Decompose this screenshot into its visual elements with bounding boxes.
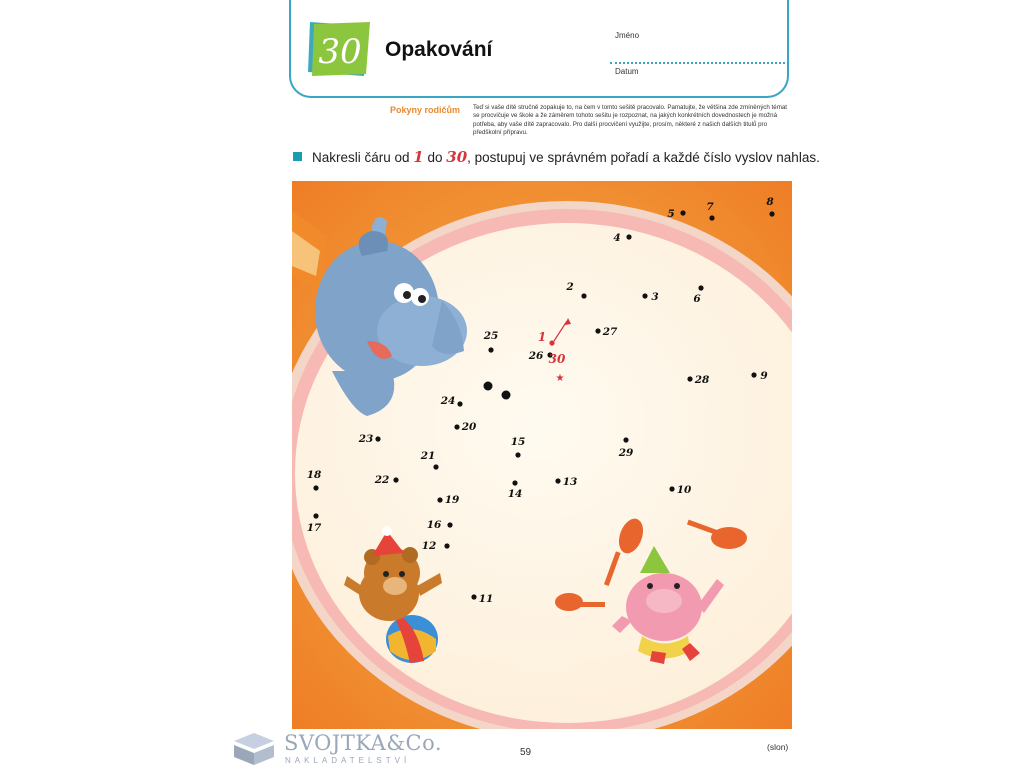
dot-number-label: 14 [507, 488, 523, 500]
name-field-line [610, 62, 785, 64]
dot-number-label: 22 [374, 474, 390, 486]
publisher-logo-icon [232, 731, 276, 767]
dot-number-label: 9 [760, 370, 768, 382]
finish-star-icon: ★ [555, 373, 565, 384]
dot-point [555, 478, 560, 483]
dot-number-label: 3 [651, 291, 659, 303]
dot-point [512, 480, 517, 485]
dot-number-label: 30 [548, 352, 566, 366]
dot-number-label: 2 [566, 281, 574, 293]
dot-point [313, 513, 318, 518]
date-label: Datum [615, 67, 639, 76]
dot-number-label: 12 [421, 540, 437, 552]
eye-dot [502, 391, 511, 400]
dot-to-dot-illustration [292, 181, 792, 729]
dot-point [669, 486, 674, 491]
instruction-bullet-icon [293, 152, 302, 161]
dot-number-label: 10 [676, 484, 692, 496]
dot-number-label: 19 [444, 494, 460, 506]
dot-number-label: 21 [420, 450, 436, 462]
dot-number-label: 1 [537, 330, 547, 344]
dot-point [515, 452, 520, 457]
dot-point [623, 437, 628, 442]
dot-number-label: 13 [562, 476, 578, 488]
publisher-name: SVOJTKA&Co. [284, 731, 443, 755]
dot-number-label: 11 [478, 593, 494, 605]
dot-number-label: 26 [528, 350, 544, 362]
dot-point [698, 285, 703, 290]
dot-point [433, 464, 438, 469]
dot-point [595, 328, 600, 333]
lesson-number-badge [306, 20, 372, 78]
dot-number-label: 15 [510, 436, 526, 448]
dot-point [751, 372, 756, 377]
dot-number-label: 18 [306, 469, 322, 481]
dot-point [581, 293, 586, 298]
dot-point [709, 215, 714, 220]
dot-point [393, 477, 398, 482]
eye-dot [484, 382, 493, 391]
page-number: 59 [520, 747, 532, 758]
dot-number-label: 24 [440, 395, 456, 407]
dot-number-label: 20 [461, 421, 477, 433]
answer-text: (slon) [767, 742, 789, 752]
dot-point [375, 436, 380, 441]
dot-number-label: 4 [613, 232, 621, 244]
publisher-subtitle: NAKLADATELSTVÍ [285, 756, 411, 765]
name-label: Jméno [615, 31, 640, 40]
dot-point [488, 347, 493, 352]
dot-number-label: 7 [706, 201, 714, 213]
dot-point [642, 293, 647, 298]
parents-note-text: Teď si vaše dítě stručně zopakuje to, na čem v tomto sešitě pracovalo. Pamatujte, že většina zde zmíněných témat se procvičuje ve škole a že záměrem tohoto sešitu je rozpoznat, na jakých konkrétních dovednostech je možná potřeba, aby vaše dítě zapracovalo. Pro další procvičení využijte, prosím, některé z našich dalších titulů pro předškolní přípravu. [473, 104, 788, 137]
dot-point [687, 376, 692, 381]
dot-number-label: 6 [693, 293, 701, 305]
dot-point [313, 485, 318, 490]
dot-point [437, 497, 442, 502]
dot-point [457, 401, 462, 406]
page-title: Opakování [385, 38, 493, 61]
dot-point [549, 340, 554, 345]
instruction: Nakresli čáru od 1 do 30, postupuj ve správném pořadí a každé číslo vyslov nahlas. [312, 148, 820, 166]
dot-point [471, 594, 476, 599]
dot-point [626, 234, 631, 239]
dot-number-label: 25 [483, 330, 499, 342]
lesson-number: 30 [318, 32, 362, 72]
dot-number-label: 8 [766, 196, 774, 208]
dot-point [680, 210, 685, 215]
dot-number-label: 29 [618, 447, 634, 459]
dot-point [447, 522, 452, 527]
dot-number-label: 5 [667, 208, 675, 220]
dot-point [769, 211, 774, 216]
dot-number-label: 16 [426, 519, 442, 531]
dot-point [454, 424, 459, 429]
dot-number-label: 23 [358, 433, 374, 445]
dot-number-label: 28 [694, 374, 710, 386]
dot-point [444, 543, 449, 548]
dot-30 [549, 352, 566, 366]
parents-note-label: Pokyny rodičům [390, 105, 461, 115]
dot-number-label: 17 [306, 522, 322, 534]
dot-number-label: 27 [602, 326, 618, 338]
